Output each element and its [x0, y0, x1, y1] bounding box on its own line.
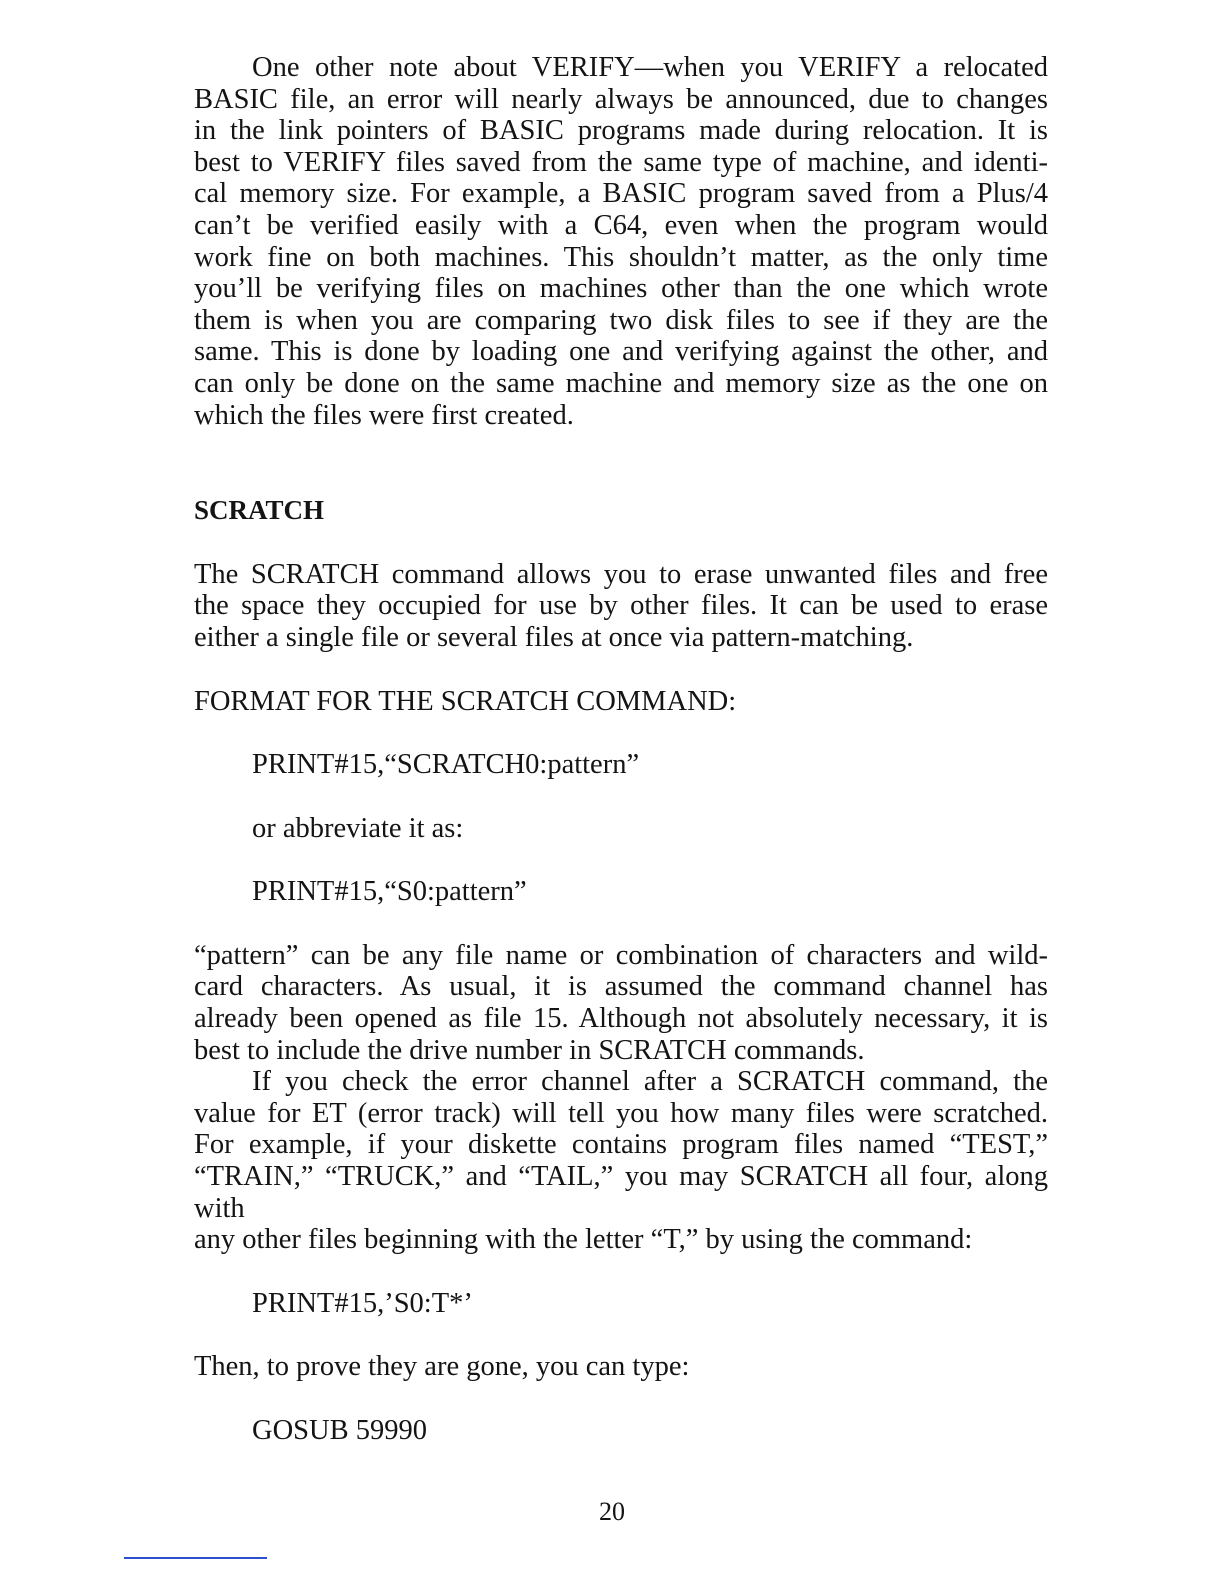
scan-edge-line — [124, 1557, 267, 1559]
format-label: FORMAT FOR THE SCRATCH COMMAND: — [194, 685, 737, 717]
text-line: cal memory size. For example, a BASIC program saved from a Plus/4 — [194, 178, 1048, 210]
abbreviation-note: or abbreviate it as: — [252, 812, 464, 844]
text-line: BASIC file, an error will nearly always be announced, due to changes — [194, 83, 1048, 115]
code-scratch-example: PRINT#15,’S0:T*’ — [252, 1287, 473, 1319]
text-line: value for ET (error track) will tell you how many files were scratched. — [194, 1097, 1048, 1129]
verify-note-paragraph — [194, 52, 1048, 431]
text-line: work fine on both machines. This shouldn’t matter, as the only time — [194, 241, 1048, 273]
page-number: 20 — [599, 1497, 625, 1526]
text-line: The SCRATCH command allows you to erase unwanted files and free — [194, 558, 1048, 590]
text-line: in the link pointers of BASIC programs made during relocation. It is — [194, 115, 1048, 147]
text-line: you’ll be verifying files on machines other than the one which wrote — [194, 273, 1048, 305]
text-line: which the files were first created. — [194, 399, 574, 431]
text-line: either a single file or several files at once via pattern-matching. — [194, 621, 914, 653]
text-line: any other files beginning with the letter “T,” by using the command: — [194, 1224, 973, 1256]
error-channel-paragraph — [194, 1066, 1048, 1256]
pattern-paragraph — [194, 940, 1048, 1066]
text-line: can’t be verified easily with a C64, even when the program would — [194, 209, 1048, 241]
text-line: card characters. As usual, it is assumed the command channel has — [194, 971, 1048, 1003]
text-line: already been opened as file 15. Although not absolutely necessary, it is — [194, 1003, 1048, 1035]
text-line: the space they occupied for use by other files. It can be used to erase — [194, 590, 1048, 622]
text-line: If you check the error channel after a SCRATCH command, the — [252, 1066, 1048, 1098]
text-line: same. This is done by loading one and verifying against the other, and — [194, 336, 1048, 368]
text-line: “TRAIN,” “TRUCK,” and “TAIL,” you may SCRATCH all four, along with — [194, 1161, 1048, 1224]
text-line: One other note about VERIFY—when you VERIFY a relocated — [252, 52, 1048, 83]
code-gosub: GOSUB 59990 — [252, 1415, 427, 1446]
text-line: “pattern” can be any file name or combination of characters and wild- — [194, 939, 1048, 971]
page-content — [194, 52, 1048, 1447]
text-line: best to VERIFY files saved from the same type of machine, and identi- — [194, 146, 1048, 178]
text-line: them is when you are comparing two disk files to see if they are the — [194, 304, 1048, 336]
text-line: best to include the drive number in SCRATCH commands. — [194, 1034, 865, 1066]
section-heading: SCRATCH — [194, 495, 325, 526]
prove-note: Then, to prove they are gone, you can type: — [194, 1351, 690, 1383]
text-line: For example, if your diskette contains program files named “TEST,” — [194, 1129, 1048, 1161]
scratch-intro-paragraph — [194, 559, 1048, 654]
code-scratch-abbrev: PRINT#15,“S0:pattern” — [252, 876, 527, 908]
text-line: can only be done on the same machine and memory size as the one on — [194, 367, 1048, 399]
code-scratch-full: PRINT#15,“SCRATCH0:pattern” — [252, 749, 640, 781]
